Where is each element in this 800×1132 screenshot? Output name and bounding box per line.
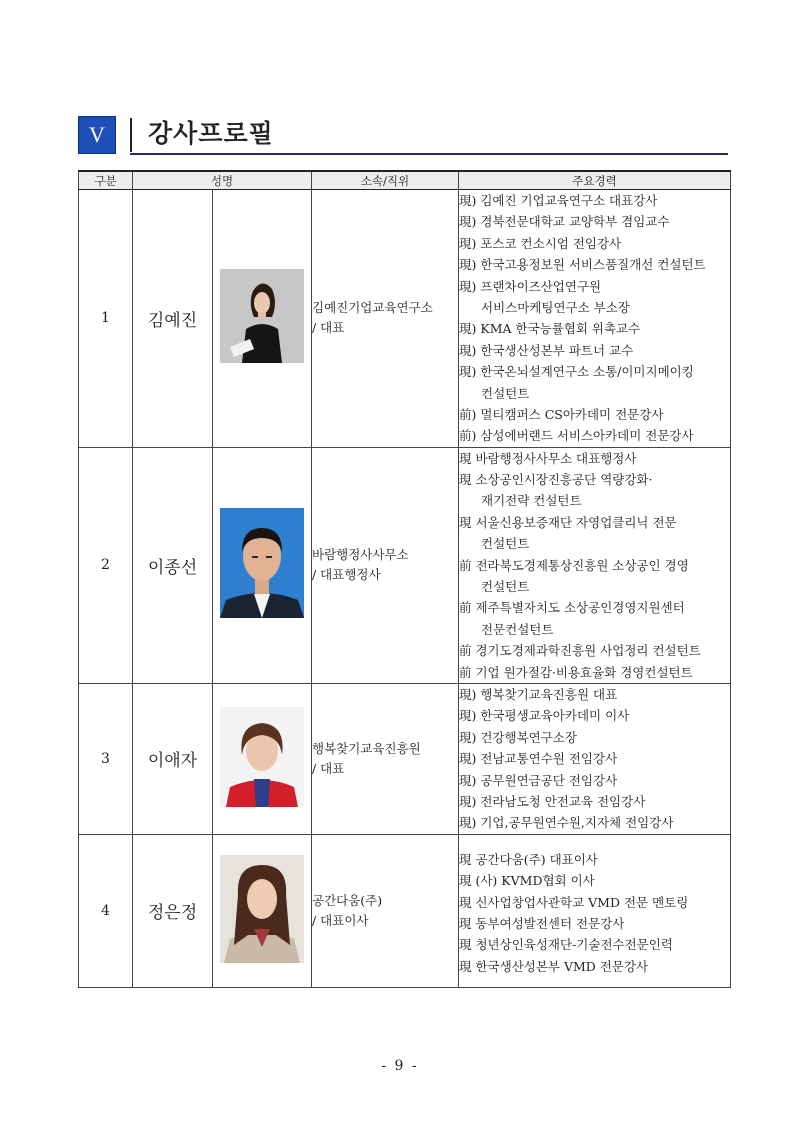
career-item: 現) 한국고용정보원 서비스품질개선 컨설턴트: [459, 257, 706, 273]
career-item: 現 서울신용보증재단 자영업클리닉 전문: [459, 514, 677, 530]
table-row: [79, 447, 731, 683]
photo-cell: [213, 683, 312, 834]
instructor-name: 김예진: [133, 190, 213, 448]
section-header: [78, 116, 728, 156]
instructor-photo: [220, 269, 304, 363]
page-number: - 9 -: [381, 1058, 419, 1074]
career-item: 現 청년상인육성재단-기술전수전문인력: [459, 937, 673, 953]
career-item: 現) 전라남도청 안전교육 전임강사: [459, 793, 646, 809]
career-item: 前 전라북도경제통상진흥원 소상공인 경영: [459, 557, 689, 573]
career-item: 現 바람행정사사무소 대표행정사: [459, 450, 637, 466]
header-name: 성명: [133, 171, 312, 190]
career-item: 前) 삼성에버랜드 서비스아카데미 전문강사: [459, 428, 694, 444]
career-item: 전문컨설턴트: [481, 621, 554, 637]
section-title: 강사프로필: [148, 119, 274, 148]
career-item: 現 공간다움(주) 대표이사: [459, 851, 598, 867]
section-divider: [130, 118, 132, 152]
header-career: 주요경력: [459, 171, 731, 190]
table-row: [79, 683, 731, 834]
career-item: 서비스마케팅연구소 부소장: [481, 299, 630, 315]
career-item: 現 동부여성발전센터 전문강사: [459, 915, 625, 931]
photo-cell: [213, 447, 312, 683]
career-item: 前 기업 원가절감·비용효율화 경영컨설턴트: [459, 664, 693, 680]
career-item: 現) 전남교통연수원 전임강사: [459, 751, 618, 767]
career-item: 現) 포스코 컨소시엄 전임강사: [459, 235, 622, 251]
affiliation: [312, 447, 459, 683]
career-item: 現 (사) KVMD협회 이사: [459, 873, 595, 889]
photo-cell: [213, 834, 312, 987]
instructor-name: 이종선: [133, 447, 213, 683]
row-number: 1: [79, 190, 133, 448]
career-item: 컨설턴트: [481, 536, 530, 552]
career-item: 現 소상공인시장진흥공단 역량강화·: [459, 472, 653, 488]
career-list: [459, 683, 731, 834]
instructor-photo: [220, 508, 304, 618]
career-item: 現) 경북전문대학교 교양학부 겸임교수: [459, 214, 670, 230]
table-header-row: [79, 171, 731, 190]
career-item: 재기전략 컨설턴트: [481, 493, 582, 509]
instructor-photo: [220, 707, 304, 807]
affiliation-position: / 대표: [312, 320, 345, 336]
career-item: 前 경기도경제과학진흥원 사업정리 컨설턴트: [459, 643, 701, 659]
career-item: 現) 한국평생교육아카데미 이사: [459, 708, 630, 724]
affiliation: [312, 834, 459, 987]
affiliation-position: / 대표행정사: [312, 567, 381, 583]
career-item: 컨설턴트: [481, 579, 530, 595]
career-item: 現 신사업창업사관학교 VMD 전문 멘토링: [459, 894, 689, 910]
row-number: 3: [79, 683, 133, 834]
career-list: [459, 834, 731, 987]
affiliation: [312, 190, 459, 448]
career-item: 前 제주특별자치도 소상공인경영지원센터: [459, 600, 685, 616]
career-item: 컨설턴트: [481, 385, 530, 401]
career-list: [459, 447, 731, 683]
instructor-photo: [220, 855, 304, 963]
table-row: [79, 190, 731, 448]
career-item: 現) 김예진 기업교육연구소 대표강사: [459, 193, 658, 208]
affiliation-org: 행복찾기교육진흥원: [312, 740, 421, 756]
section-number-badge: V: [78, 116, 116, 154]
header-affiliation: 소속/직위: [312, 171, 459, 190]
career-list: [459, 190, 731, 448]
career-item: 現) 기업,공무원연수원,지자체 전임강사: [459, 815, 674, 831]
affiliation-org: 바람행정사사무소: [312, 547, 409, 563]
career-item: 現) 프랜차이즈산업연구원: [459, 278, 602, 294]
career-item: 現 한국생산성본부 VMD 전문강사: [459, 958, 649, 974]
row-number: 2: [79, 447, 133, 683]
career-item: 前) 멀티캠퍼스 CS아카데미 전문강사: [459, 406, 664, 422]
instructor-profile-table: [78, 170, 731, 988]
career-item: 現) 행복찾기교육진흥원 대표: [459, 686, 618, 702]
career-item: 現) 한국생산성본부 파트너 교수: [459, 342, 634, 358]
career-item: 現) 건강행복연구소장: [459, 729, 577, 745]
header-category: 구분: [79, 171, 133, 190]
affiliation-position: / 대표이사: [312, 912, 369, 928]
career-item: 現) 한국온뇌설계연구소 소통/이미지메이킹: [459, 364, 694, 380]
instructor-name: 이애자: [133, 683, 213, 834]
affiliation-position: / 대표: [312, 760, 345, 776]
affiliation: [312, 683, 459, 834]
career-item: 現) KMA 한국능률협회 위촉교수: [459, 321, 641, 337]
affiliation-org: 김예진기업교육연구소: [312, 300, 433, 316]
affiliation-org: 공간다움(주): [312, 892, 383, 908]
row-number: 4: [79, 834, 133, 987]
photo-cell: [213, 190, 312, 448]
table-row: [79, 834, 731, 987]
career-item: 現) 공무원연금공단 전임강사: [459, 772, 618, 788]
section-underline: [130, 153, 728, 155]
instructor-name: 정은정: [133, 834, 213, 987]
